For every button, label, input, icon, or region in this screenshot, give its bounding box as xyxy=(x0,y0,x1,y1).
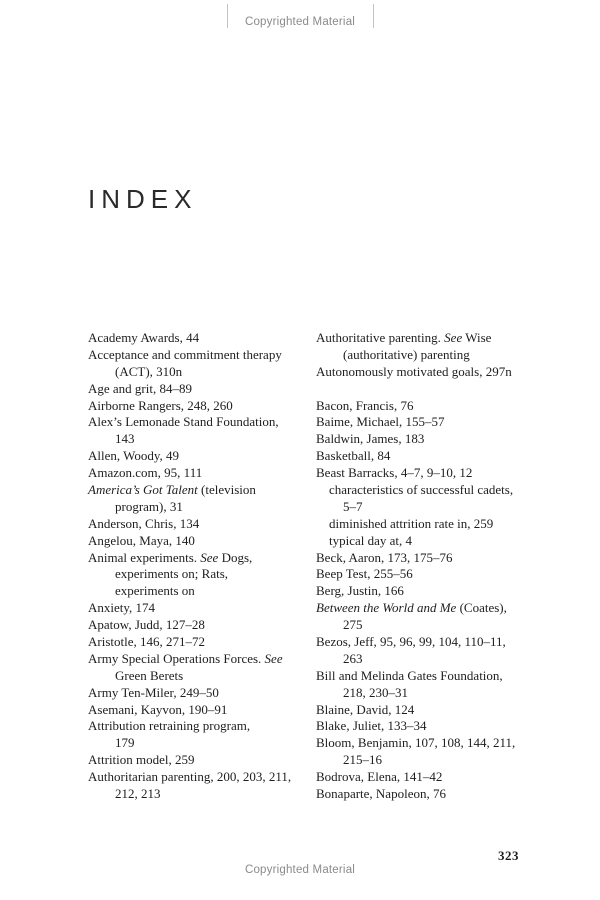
entry-text: Anxiety, 174 xyxy=(88,600,156,616)
entry-text: Beck, Aaron, 173, 175–76 xyxy=(316,549,453,565)
entry-text: Green Berets xyxy=(115,667,184,683)
index-entry-line xyxy=(316,583,540,600)
entry-text: Blaine, David, 124 xyxy=(316,701,415,717)
entry-text: Basketball, 84 xyxy=(316,448,391,464)
index-entry-line xyxy=(88,735,313,752)
entry-text-italic: See xyxy=(444,330,463,345)
index-entry-line xyxy=(88,651,313,668)
index-entry-line xyxy=(88,347,313,364)
entry-text: Wise xyxy=(462,330,492,345)
entry-text: program), 31 xyxy=(115,498,183,514)
entry-text: 179 xyxy=(115,735,135,751)
entry-text: Airborne Rangers, 248, 260 xyxy=(88,397,233,413)
entry-text: Blake, Juliet, 133–34 xyxy=(316,718,427,734)
entry-text: typical day at, 4 xyxy=(329,532,413,548)
entry-text: Apatow, Judd, 127–28 xyxy=(88,617,205,633)
entry-text: Bill and Melinda Gates Foundation, xyxy=(316,667,503,683)
entry-text: 275 xyxy=(343,617,363,633)
entry-text: Authoritarian parenting, 200, 203, 211, xyxy=(88,769,292,785)
entry-text: Asemani, Kayvon, 190–91 xyxy=(88,701,228,717)
index-entry-line xyxy=(316,668,540,685)
entry-text: Age and grit, 84–89 xyxy=(88,380,192,396)
index-entry-line xyxy=(88,364,313,381)
entry-text: 5–7 xyxy=(343,498,363,514)
entry-text: Bodrova, Elena, 141–42 xyxy=(316,769,443,785)
index-entry-line xyxy=(88,330,313,347)
entry-text: Alex’s Lemonade Stand Foundation, xyxy=(88,414,279,430)
entry-text: Amazon.com, 95, 111 xyxy=(88,465,203,481)
index-entry-line xyxy=(88,718,313,735)
entry-text: Anderson, Chris, 134 xyxy=(88,515,200,531)
index-entry-line xyxy=(316,347,540,364)
index-entry-line xyxy=(316,499,540,516)
entry-text: (Coates), xyxy=(456,600,507,616)
index-entry-line xyxy=(88,769,313,786)
index-entry-line xyxy=(88,617,313,634)
index-entry-line xyxy=(316,482,540,499)
index-entry-line xyxy=(316,550,540,567)
entry-text: (authoritative) parenting xyxy=(343,346,470,362)
index-entry-line xyxy=(88,398,313,415)
entry-text: experiments on xyxy=(115,583,195,599)
index-entry-line xyxy=(88,482,313,499)
entry-text-italic: See xyxy=(264,650,283,666)
index-entry-line xyxy=(88,600,313,617)
index-entry-line xyxy=(88,752,313,769)
entry-text: Angelou, Maya, 140 xyxy=(88,532,195,548)
index-entry-line xyxy=(316,769,540,786)
entry-text: Baldwin, James, 183 xyxy=(316,431,425,447)
index-entry-line xyxy=(88,465,313,482)
entry-text: Dogs, xyxy=(218,549,253,565)
entry-text: 218, 230–31 xyxy=(343,684,408,700)
index-entry-line xyxy=(316,617,540,634)
entry-text: experiments on; Rats, xyxy=(115,566,229,582)
page-edge-mark-left xyxy=(227,4,228,28)
index-entry-line xyxy=(316,718,540,735)
entry-text: (television xyxy=(197,482,256,498)
index-entry-line xyxy=(316,431,540,448)
index-entry-line xyxy=(316,786,540,803)
index-column-left xyxy=(88,330,313,803)
index-entry-line xyxy=(316,634,540,651)
entry-text: Bonaparte, Napoleon, 76 xyxy=(316,786,446,802)
entry-text: 263 xyxy=(343,650,363,666)
entry-text: Bloom, Benjamin, 107, 108, 144, 211, xyxy=(316,735,516,751)
entry-text: Berg, Justin, 166 xyxy=(316,583,404,599)
entry-text: Baime, Michael, 155–57 xyxy=(316,414,445,430)
entry-text: (ACT), 310n xyxy=(115,363,183,379)
page-edge-mark-right xyxy=(373,4,374,28)
entry-text-italic: America’s Got Talent xyxy=(88,482,198,498)
index-entry-line xyxy=(88,685,313,702)
index-entry-line xyxy=(88,381,313,398)
entry-text: 212, 213 xyxy=(115,786,161,802)
blank-line xyxy=(316,381,540,398)
entry-text: Attribution retraining program, xyxy=(88,718,251,734)
index-entry-line xyxy=(88,583,313,600)
entry-text: Beep Test, 255–56 xyxy=(316,566,413,582)
entry-text: 143 xyxy=(115,431,135,447)
index-entry-line xyxy=(316,414,540,431)
entry-text: 215–16 xyxy=(343,752,382,768)
index-entry-line xyxy=(316,448,540,465)
entry-text: Autonomously motivated goals, 297n xyxy=(316,363,512,379)
page-title: INDEX xyxy=(88,184,198,214)
index-entry-line xyxy=(88,533,313,550)
index-entry-line xyxy=(88,499,313,516)
entry-text: diminished attrition rate in, 259 xyxy=(329,515,494,531)
index-entry-line xyxy=(316,600,540,617)
entry-text: Bezos, Jeff, 95, 96, 99, 104, 110–11, xyxy=(316,634,506,650)
index-entry-line xyxy=(316,364,540,381)
index-entry-line xyxy=(316,566,540,583)
index-entry-line xyxy=(316,330,540,347)
index-entry-line xyxy=(316,533,540,550)
index-entry-line xyxy=(316,735,540,752)
index-entry-line xyxy=(88,702,313,719)
entry-text-italic: See xyxy=(200,549,219,565)
index-entry-line xyxy=(316,465,540,482)
index-entry-line xyxy=(88,786,313,803)
index-entry-line xyxy=(88,431,313,448)
entry-text-italic: Between the World and Me xyxy=(316,600,457,616)
index-entry-line xyxy=(316,752,540,769)
entry-text: Aristotle, 146, 271–72 xyxy=(88,634,205,650)
entry-text: Army Special Operations Forces. xyxy=(88,650,265,666)
index-entry-line xyxy=(88,566,313,583)
index-entry-line xyxy=(88,516,313,533)
entry-text: Authoritative parenting. xyxy=(316,330,445,345)
copyright-notice-top: Copyrighted Material xyxy=(244,16,356,28)
index-entry-line xyxy=(88,550,313,567)
index-entry-line xyxy=(88,414,313,431)
entry-text: Army Ten-Miler, 249–50 xyxy=(88,684,219,700)
index-entry-line xyxy=(88,634,313,651)
page-number: 323 xyxy=(498,848,519,863)
entry-text: Beast Barracks, 4–7, 9–10, 12 xyxy=(316,465,473,481)
entry-text: Attrition model, 259 xyxy=(88,752,195,768)
index-entry-line xyxy=(316,702,540,719)
entry-text: Academy Awards, 44 xyxy=(88,330,200,345)
index-entry-line xyxy=(316,516,540,533)
index-entry-line xyxy=(316,651,540,668)
entry-text: Acceptance and commitment therapy xyxy=(88,346,282,362)
index-entry-line xyxy=(316,685,540,702)
entry-text: Allen, Woody, 49 xyxy=(88,448,180,464)
entry-text: Animal experiments. xyxy=(88,549,201,565)
copyright-notice-bottom: Copyrighted Material xyxy=(244,864,356,876)
index-entry-line xyxy=(88,448,313,465)
index-column-right xyxy=(316,330,540,803)
index-entry-line xyxy=(316,398,540,415)
entry-text: characteristics of successful cadets, xyxy=(329,482,514,498)
entry-text: Bacon, Francis, 76 xyxy=(316,397,414,413)
index-entry-line xyxy=(88,668,313,685)
